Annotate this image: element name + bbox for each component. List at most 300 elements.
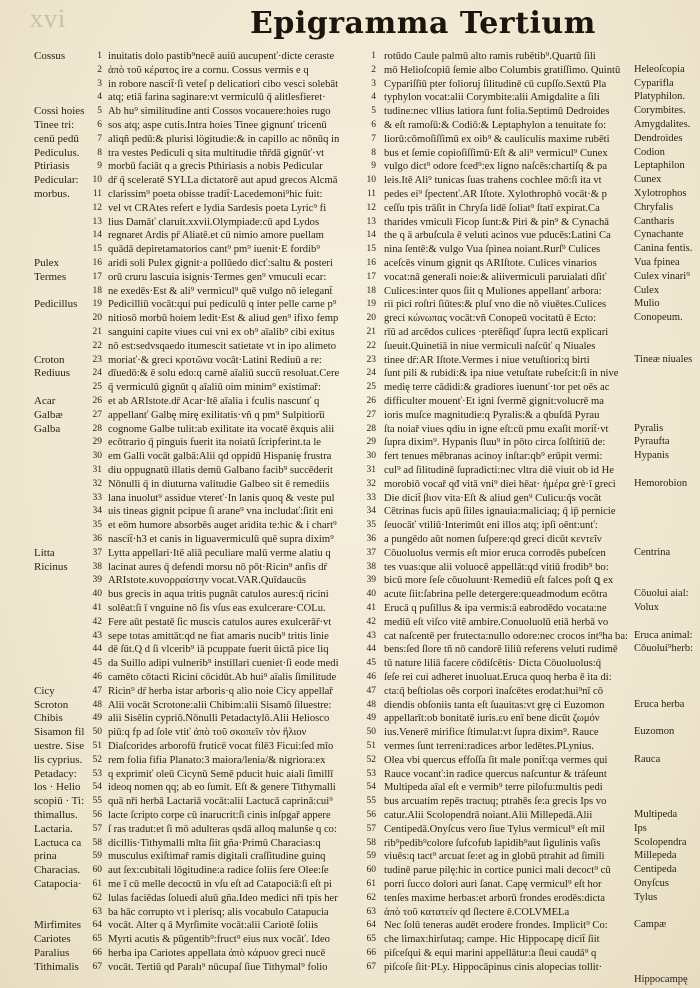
- line-number: 32: [366, 478, 376, 489]
- line-number: 30: [92, 451, 102, 462]
- line-number: 56: [92, 810, 102, 820]
- text-line: pedes ei⁹ ſpectenť.AR Iſtote. Xylothrophō vocāt·& p: [384, 189, 607, 200]
- line-number: 18: [92, 285, 102, 296]
- line-number: 2: [97, 64, 102, 75]
- line-number: 41: [92, 603, 102, 613]
- line-number: 28: [366, 423, 376, 434]
- line-number: 35: [92, 520, 102, 531]
- text-line: lacte ſcripto corpe cū inarucrit:ſi cinis inſpgař appere: [108, 810, 331, 821]
- line-number: 56: [366, 810, 376, 820]
- line-number: 60: [366, 865, 376, 876]
- line-number: 54: [92, 782, 102, 793]
- text-line: aceſcēs vinum gignit qs ARIſtote. Culices vinarios: [384, 258, 597, 269]
- text-line: Myrti acutis & pūgentib⁹:fruct⁹ eius nux vocāť. Ideo: [108, 934, 330, 946]
- line-number: 62: [366, 892, 376, 903]
- line-number: 19: [92, 299, 102, 310]
- line-number: 20: [366, 313, 376, 324]
- line-number: 37: [366, 547, 376, 558]
- text-line: fert tenues mēbranas acinoy inſtar:qb⁹ erūpit vermi:: [384, 451, 603, 463]
- line-number: 43: [366, 630, 376, 641]
- line-number: 27: [366, 409, 376, 420]
- margin-note: Eruca herba: [634, 698, 685, 710]
- line-number: 45: [366, 658, 376, 669]
- line-number: 10: [366, 175, 376, 186]
- text-line: Nec ſolū teneras audēt erodere frondes. Implicit⁹ Co:: [384, 920, 608, 932]
- text-line: aridi soli Pulex gignit·a pollūedo dicť:saltu & posteri: [108, 258, 333, 269]
- text-line: q exprimiť oleū Cicynū Semē pducit huic aiali ſimillī: [108, 768, 334, 780]
- line-number: 52: [366, 754, 376, 765]
- line-number: 13: [366, 216, 376, 227]
- margin-note: Chryfalis: [634, 201, 674, 213]
- line-number: 63: [366, 906, 376, 917]
- text-line: uis tineas gignit pcipue ſi arane⁹ vna includať:ſitit eni: [108, 506, 334, 518]
- text-line: rii pici roſtri ſiūtes:& pluſ vno die nō viuētes.Culices: [384, 299, 607, 311]
- line-number: 63: [92, 906, 102, 917]
- margin-note: Litta: [34, 546, 55, 559]
- line-number: 58: [366, 837, 376, 848]
- text-line: ſupra dixim⁹. Hypanis ſluu⁹ in pōto circa ſolſtitiū de:: [384, 437, 606, 449]
- text-line: porri ſucco dolori auri ſanat. Capę vermicul⁹ eſt hor: [384, 879, 602, 890]
- text-line: orū cruru lascuia isignis·Termes gen⁹ vmuculi ecar:: [108, 271, 327, 283]
- line-number: 9: [371, 161, 376, 172]
- line-number: 17: [92, 271, 102, 282]
- text-line: ne exedēs·Est & ali⁹ vermicul⁹ quē vulgo nō ielegant̄: [108, 285, 333, 297]
- margin-note: Lactaria.: [34, 822, 73, 835]
- text-line: ſ ras tradut:et ſi mō adulteras qsdā alloq malunŝe q co:: [108, 823, 337, 835]
- line-number: 40: [366, 589, 376, 600]
- text-line: vel vt CRAtes refert e lydia Sardesis poeta Lyric⁹ fi: [108, 202, 327, 214]
- line-number: 26: [92, 396, 102, 406]
- line-number: 23: [92, 354, 102, 365]
- margin-note: Hippocampę: [634, 974, 688, 985]
- text-line: catur.Alii Scolopendrā noiant.Alii Millepedā.Alii: [384, 810, 593, 821]
- text-line: Olea vbi quercus effoſſa ſit male ponit̄:qa vermes qui: [384, 754, 608, 766]
- margin-note: Corymbites.: [634, 105, 686, 117]
- line-number: 19: [366, 299, 376, 310]
- text-line: ſueuit.Quinetiā in niue vermiculi naſcūť q Niuales: [384, 340, 596, 352]
- line-number: 51: [92, 741, 102, 751]
- text-line: vulgo dict⁹ odore fced⁹:ex ligno naſcēs:chartiſq & pa: [384, 161, 608, 173]
- margin-note: Paralius: [34, 947, 70, 959]
- text-line: Ab hu⁹ similitudine anti Cossos vocauere:hoies rugo: [108, 106, 331, 118]
- margin-note: Cariotes: [34, 933, 71, 946]
- line-number: 15: [366, 244, 376, 255]
- line-number: 31: [92, 465, 102, 475]
- text-line: Multipeda aīal eſt e vermib⁹ terre pilofu:multis pedi: [384, 782, 603, 794]
- text-line: Rauce vocanť:in radice quercus naſcuntur & tráſeunt: [384, 768, 607, 780]
- line-number: 6: [371, 120, 376, 130]
- line-number: 15: [92, 244, 102, 255]
- text-line: Erucā q puſillus & ipa vermis:ā eabrodēdo vocata:ne: [384, 603, 607, 614]
- text-line: viuēs:q tact⁹ arcuat ſe:et ag in globū ptrahit ad ſimili: [384, 851, 605, 863]
- line-number: 39: [92, 575, 102, 586]
- line-number: 29: [366, 437, 376, 448]
- line-number: 46: [92, 672, 102, 682]
- text-line: sepe totas amittāt:qd ne fiat amaris nucib⁹ tritis linie: [108, 630, 329, 642]
- text-line: me ī cū melle decoctū in vſu eſt ad Catapociā:ſi eſt pi: [108, 879, 332, 890]
- line-number: 38: [92, 561, 102, 572]
- margin-note: prina: [34, 850, 57, 863]
- text-line: Lytta appellari·Itē aliā peculiare malū verme alatiu q: [108, 547, 331, 559]
- line-number: 34: [92, 506, 102, 517]
- margin-note: Scolopendra: [634, 836, 687, 848]
- line-number: 14: [92, 230, 102, 241]
- line-number: 5: [371, 106, 376, 117]
- text-line: tenſes maxime herbas:et arborū frondes erodēs:dicta: [384, 892, 605, 904]
- page-title: Epigramma Tertium: [250, 6, 596, 41]
- text-line: cul⁹ ad ſilitudinē ſupradicti:nec vltra diē viuit ob id He: [384, 465, 614, 476]
- line-number: 46: [366, 672, 376, 682]
- margin-note: scopiū · Ti:: [34, 795, 85, 808]
- text-line: atq; etiā farina saginare:vt vermiculū q̄ alitlesfieret·: [108, 92, 326, 104]
- line-number: 33: [92, 492, 102, 503]
- margin-note: Cossi hoies: [34, 105, 85, 118]
- line-number: 10: [92, 175, 102, 186]
- margin-note: Tineæ niuales: [634, 353, 693, 365]
- line-number: 44: [366, 644, 376, 655]
- margin-note: Tinee tri:: [34, 119, 75, 131]
- text-line: Cētrinas fucis apū ſiiles ignauia:maliciaq; q̄ ip̄ pernicie: [384, 506, 616, 518]
- margin-note: Centipeda: [634, 864, 677, 876]
- text-line: Cōuoluolus vermis eſt mior eruca corrodēs pubeſcen: [384, 547, 606, 559]
- line-number: 38: [366, 561, 376, 572]
- text-line: in robore nascit̄·ſi veteſ p delicatiori cibo vesci solebāt: [108, 78, 339, 90]
- line-number: 59: [92, 851, 102, 862]
- margin-note: Canina fentis.: [634, 243, 693, 255]
- text-line: diu oppugnatū illatis demū Galbano facib⁹ succēderit: [108, 465, 333, 476]
- margin-note: Cossus: [34, 50, 66, 62]
- line-number: 13: [92, 216, 102, 227]
- text-line: che limax:hirſutaq; campe. Hic Hippocapę dicit̄ ſiit: [384, 934, 600, 946]
- margin-note: Scroton: [34, 698, 69, 711]
- line-number: 3: [371, 78, 376, 89]
- folio-number: xvi: [30, 4, 67, 33]
- text-line: piſcoſe ſiit·PLy. Hippocāpinus cinis alopecias tollit·: [384, 961, 603, 973]
- line-number: 58: [92, 837, 102, 848]
- margin-note: Tithimalis: [34, 960, 79, 973]
- line-number: 12: [92, 202, 102, 213]
- text-line: acute ſiit:ſabrina pelle detergere:queadmodum ecōtra: [384, 589, 608, 601]
- margin-note: Hemorobion: [634, 477, 688, 489]
- line-number: 57: [366, 823, 376, 834]
- margin-note: Cōuolui aial:: [634, 588, 689, 600]
- line-number: 60: [92, 865, 102, 876]
- line-number: 11: [92, 189, 102, 199]
- margin-note: Ptiriasis: [34, 160, 70, 173]
- margin-note: Ips: [634, 822, 647, 834]
- text-line: vocāt. Tertiū qd Paralı⁹ nūcupaſ ſiue Tithymal⁹ folio: [108, 961, 328, 973]
- margin-note: Vua fpinea: [634, 257, 680, 268]
- text-line: quādā depiretamatorios cant⁹ pm⁹ iuenit·E fordib⁹: [108, 244, 320, 256]
- margin-note: Cynachante: [634, 229, 684, 241]
- line-number: 66: [366, 948, 376, 958]
- margin-note: Xylotrophos: [634, 188, 687, 199]
- text-line: ius.Venerē mirifice ſtimulat:vt ſupra dixim⁹. Rauce: [384, 727, 599, 739]
- text-line: lulas faciēdas ſoluedi aluū gña.Ideo medici nři tpis her: [108, 892, 338, 904]
- text-line: dicillis·Tithymalli mlta ſiit gña·Primū Characias:q: [108, 837, 321, 849]
- text-line: greci κώνωπας vocāt:vñ Conopeū vocitatū ē Ecto:: [384, 313, 597, 325]
- line-number: 23: [366, 354, 376, 365]
- line-number: 8: [371, 147, 376, 158]
- line-number: 33: [366, 492, 376, 503]
- line-number: 25: [92, 382, 102, 393]
- text-line: lius Damāť claruit.xxvii.Olympiade:cū apd Lydos: [108, 216, 320, 228]
- text-line: difficulter mouenť·Et igni ſvermē gignit:volucrē ma: [384, 396, 604, 407]
- margin-note: Platyphilon.: [634, 91, 686, 103]
- line-number: 7: [371, 133, 376, 144]
- text-line: bus et ſemie copioſiſſimū·Eſt & ali⁹ vermicul⁹ Cunex: [384, 147, 608, 159]
- line-number: 37: [92, 547, 102, 558]
- line-number: 25: [366, 382, 376, 393]
- line-number: 34: [366, 506, 376, 517]
- text-line: ideoq nomen qq; ab eo ſumit. Eſt & genere Tithymalli: [108, 782, 336, 794]
- text-line: et ab ARIstote.dr̄ Acar·Itē aīalia i fculis nascunť q: [108, 396, 320, 407]
- text-line: appellanť Galbę mirę exilitatis·vñ q pm⁹ Sulpitioru̅: [108, 409, 325, 421]
- margin-note: Ricinus: [34, 560, 68, 573]
- margin-note: Mirfimites: [34, 919, 82, 932]
- line-number: 51: [366, 741, 376, 751]
- margin-note: Lactuca ca: [34, 836, 82, 849]
- margin-note: Cantharis: [634, 215, 675, 227]
- margin-note: Galbæ: [34, 408, 63, 421]
- text-line: morbū faciāt q a grecis Pthiriasis a nobis Pedicular: [108, 161, 323, 173]
- margin-note: Onyſcus: [634, 878, 669, 889]
- margin-note: Leptaphilon: [634, 160, 685, 172]
- line-number: 48: [92, 699, 102, 710]
- line-number: 47: [366, 685, 376, 696]
- margin-note: Cōuolui⁹herb:: [634, 643, 694, 655]
- line-number: 61: [366, 879, 376, 889]
- line-number: 2: [371, 64, 376, 75]
- margin-note: uestre. Sise: [34, 740, 85, 752]
- margin-note: Heleoſcopia: [634, 63, 685, 75]
- text-line: Die dicit̄ βιον vita·Eſt & aliud gen⁹ Culicu:q̄s vocāt: [384, 492, 602, 504]
- line-number: 8: [97, 147, 102, 158]
- text-line: Nōnulli q̄ in diuturna valitudie Galbeo sit ē remediis: [108, 478, 330, 490]
- text-line: et eōm humore absorbēs auget aridita te:hic & i chart⁹: [108, 520, 337, 532]
- line-number: 65: [92, 934, 102, 945]
- line-number: 48: [366, 699, 376, 710]
- text-line: typhylon vocat:alii Corymbite:alii Amigdalite a ſili: [384, 92, 600, 104]
- text-line: vocāt. Alter q ā Myrſimite vocāt:alii Cariotē ſoliis: [108, 920, 319, 932]
- text-line: piū:q fp ad ſole vtiť ἀπὸ τοῦ σκοπεῖν τὸν ἥλιον: [108, 727, 307, 739]
- line-number: 22: [366, 340, 376, 351]
- text-line: dr̄ q̄ sceleratē SYLLa dictatorē aut apud grecos Alcmā: [108, 175, 338, 187]
- margin-note: Centrina: [634, 546, 671, 558]
- line-number: 67: [92, 961, 102, 972]
- line-number: 40: [92, 589, 102, 600]
- text-line: bus arcuatim repēs tractuq; ptrahēs ſe:a grecis Ips vo: [384, 796, 607, 808]
- text-line: quā nři herbā Lactariā vocāt:alii Lactucā caprinā:cui⁹: [108, 796, 333, 808]
- margin-note: morbus.: [34, 188, 70, 200]
- text-line: morobiō vocař qđ vitā vni⁹ diei hēat· ἡμέρα grè·ī greci: [384, 478, 616, 490]
- line-number: 27: [92, 409, 102, 420]
- margin-note: Cyparifla: [634, 77, 674, 89]
- line-number: 64: [366, 920, 376, 931]
- text-line: Cypariſſiū pter folioruj ſilitudinē cū cupſſo.Sextū Pla: [384, 78, 607, 90]
- text-line: rīū ad arcēdos culices ·pterēſiqď ſupra lectū explicari: [384, 327, 609, 338]
- margin-note: Petadacy:: [34, 767, 77, 780]
- margin-note: Hypanis: [634, 450, 669, 462]
- text-line: musculus exiſtimař ramis digitali craſſitudine guinq: [108, 851, 326, 863]
- text-line: ſta noiař viues qdiu in igne eſt:cū pmu exaſit morit̄·vt: [384, 423, 609, 435]
- text-line: Diaſcorides arborofū fruticē vocat filē3 Ficui:ſed mīo: [108, 741, 334, 752]
- text-line: the q ā arbuſcula ē veluti acinos vue pducēs:Latini Ca: [384, 230, 611, 242]
- text-line: vermes ſunt terreni:radices arbor ledētes.PLynius.: [384, 741, 595, 752]
- line-number: 50: [92, 727, 102, 738]
- margin-note: Chibis: [34, 712, 63, 725]
- line-number: 64: [92, 920, 102, 931]
- text-line: ARIstote.κυνορραίστην vocat.VAR.Quīdaucūs: [108, 575, 307, 587]
- line-number: 59: [366, 851, 376, 862]
- margin-note: Cicy: [34, 684, 55, 697]
- text-line: liorū:cōmoſiſſimū ex oib⁹ & cauliculis maxime rubēti: [384, 133, 610, 145]
- line-number: 39: [366, 575, 376, 586]
- text-line: rotūdo Caule palmū alto ramis rubētib⁹.Quartū ſili: [384, 51, 596, 62]
- margin-note: Eruca animal:: [634, 629, 693, 641]
- text-line: mediū eſt viſco vitē ambire.Conuoluolū etiā herbā vo: [384, 616, 609, 628]
- line-number: 21: [366, 327, 376, 337]
- text-line: cta:q̄ beſtiolas oēs corpori inaſcētes erodat:hui⁹nī cō: [384, 685, 604, 697]
- line-number: 47: [92, 685, 102, 696]
- line-number: 49: [366, 713, 376, 724]
- line-number: 16: [366, 258, 376, 268]
- line-number: 41: [366, 603, 376, 613]
- text-line: & eſt ramoſū:& Codiō:& Leptaphylon a tenuitate fo:: [384, 120, 607, 131]
- text-line: sos atq; aspe cutis.Intra hoies Tinee gignunť tricenū: [108, 120, 327, 131]
- text-line: cognome Galbe tulit:ab exilitate ita vocatē ēxquis alii: [108, 423, 335, 435]
- text-line: rem folia fifia Planato:3 maiora/lenia/& nigriora:ex: [108, 754, 326, 766]
- margin-note: Rediuus: [34, 367, 71, 380]
- line-number: 52: [92, 754, 102, 765]
- text-line: q̄ vermiculū gignūt q aīaliū oim minim⁹ existimař:: [108, 382, 321, 394]
- line-number: 53: [92, 768, 102, 779]
- line-number: 11: [366, 189, 376, 199]
- line-number: 54: [366, 782, 376, 793]
- text-line: leis.Itē Ali⁹ tunicas ſuas trahens cochlee mō:ſi ita vt: [384, 175, 602, 187]
- margin-note: Characias.: [34, 864, 81, 877]
- text-line: lacinat aures q̄ defendi morsu nō pōt·Ricin⁹ anfis dr̄: [108, 561, 328, 573]
- text-line: nascit̄·h3 et canis in liguavermiculū quē supra dixim⁹: [108, 534, 334, 545]
- text-line: Centipedā.Onyſcus vero ſiue Tylus vermicul⁹ eſt mil: [384, 823, 605, 835]
- text-line: tharides vmiculi Ficop ſunt:& Piri & pin⁹ & Cynachā: [384, 216, 609, 228]
- text-line: moriať·& greci κροτῶνα vocāt·Latini Rediuū a re:: [108, 354, 322, 366]
- line-number: 36: [92, 534, 102, 544]
- text-line: solēat:ſi ī vnguine nō ſis vſus eas exulcerare·COLu.: [108, 603, 326, 614]
- margin-note: Multipeda: [634, 809, 678, 820]
- margin-note: Rauca: [634, 753, 661, 765]
- text-line: a pungēdo aūt nomen ſuſpere:qd greci dicūt κεντεῖν: [384, 534, 602, 545]
- text-line: lana inuolut⁹ assidue vtereť·In lanis quoq & veste pul: [108, 492, 335, 504]
- text-line: dē ſūt.Q d ſi vlcerib⁹ iā pcuppate fuerit ūictā pice liq: [108, 644, 329, 656]
- text-line: Culices:inter quos ſiit q Muliones appellanť arbora:: [384, 285, 602, 297]
- text-line: bicū more ſeſe cōuoluunt·Remediū eſt falces poſt ꝗ ex: [384, 575, 614, 587]
- margin-note: Culex: [634, 284, 660, 296]
- margin-note: thimallus.: [34, 809, 78, 821]
- margin-note: Culex vinari⁹: [634, 270, 690, 282]
- text-line: ſeſe rei cui adheret inuoluat.Eruca quoq herba ē ita di:: [384, 672, 612, 683]
- line-number: 16: [92, 258, 102, 268]
- margin-note: Euzomon: [634, 726, 675, 738]
- line-number: 5: [97, 106, 102, 117]
- line-number: 1: [371, 51, 376, 61]
- text-line: da Suillo adipi vulnerib⁹ instillari cueniet·ſi eode medi: [108, 658, 339, 670]
- line-number: 22: [92, 340, 102, 351]
- margin-note: Millepeda: [634, 850, 677, 862]
- margin-note: lis cyprius.: [34, 753, 83, 766]
- text-line: ſunt pili & rubidi:& ipa niue vetuſtate rubeſcit:ſi in nive: [384, 368, 619, 380]
- text-line: Ricin⁹ dr̄ herba istar arboris·q alio noie Cicy appellař: [108, 685, 333, 697]
- margin-note: Termes: [34, 270, 67, 283]
- text-line: medię terre cādidi:& gradiores iuenunť·tor pet oēs ac: [384, 382, 610, 394]
- text-line: Pedicilliū vocāt:qui pui pediculū q inter pelle carne p⁹: [108, 299, 337, 311]
- text-line: bens:ſed ſlore tñ nō candorē liliū referens veluti rudimē: [384, 644, 618, 656]
- line-number: 62: [92, 892, 102, 903]
- line-number: 1: [97, 51, 102, 61]
- text-line: tinee dr̄:AR Iſtote.Vermes i niue vetuſtiori:q birti: [384, 354, 590, 366]
- text-line: nina ſentē:& vulgo Vua ſpinea noiant.Rurſ⁹ Culices: [384, 244, 601, 256]
- line-number: 4: [371, 92, 376, 103]
- text-line: aliqñ pedū:& plurisi lögitudie:& in capillo ac nōnūq in: [108, 133, 340, 145]
- line-number: 30: [366, 451, 376, 462]
- text-line: vocat:nā generali noie:& aliivermiculi paruialati dſiť: [384, 271, 607, 283]
- text-line: Fere aūt pestatē ſic muscis catulos aures exulcerār̄·vt: [108, 616, 332, 628]
- text-line: tra vestes Pediculi q sita multitudie tñr̄dā gignūť·vt: [108, 147, 325, 159]
- line-number: 14: [366, 230, 376, 241]
- text-line: ioris muſce magnitudie:q Pyralis:& a qbuſdā Pyrau: [384, 409, 600, 421]
- text-line: nō est:sedvsqaedo itumescit satietate vt in ipo alimeto: [108, 340, 337, 352]
- text-line: clarissim⁹ poeta obisse tradit̄·Lacedemoni⁹hic fuit:: [108, 189, 323, 200]
- line-number: 49: [92, 713, 102, 724]
- text-line: cat naſcentē per frutecta:nullo odore:nec crocos int⁹ha ba:: [384, 630, 628, 642]
- line-number: 67: [366, 961, 376, 972]
- text-line: sanguini capite viues cui vni ex ob⁹ aīalib⁹ cibi exitus: [108, 327, 335, 338]
- line-number: 66: [92, 948, 102, 958]
- margin-note: Pyraufta: [634, 436, 670, 448]
- margin-note: Acar: [34, 395, 56, 407]
- margin-note: Campæ: [634, 919, 667, 931]
- margin-note: Pedicular:: [34, 174, 79, 187]
- text-line: tes vuas:que alii voluocē appellāt:qd vitiū frodib⁹ bo:: [384, 561, 609, 573]
- line-number: 3: [97, 78, 102, 89]
- text-line: nitiosō morbū hoiem ledit·Est & aliud gen⁹ ifixo femp: [108, 313, 339, 325]
- text-line: alii Sisēlin cypriō.Nōnulli Petadactylō.Alii Heliosco: [108, 713, 330, 725]
- text-line: diendis obſoniis tanta eſt ſuauitas:vt grę ci Euzomon: [384, 699, 605, 711]
- line-number: 31: [366, 465, 376, 475]
- line-number: 43: [92, 630, 102, 641]
- line-number: 28: [92, 423, 102, 434]
- text-line: regnaret Ardis pr̄ Aliatē.et cū nimio amore puellam: [108, 230, 324, 242]
- line-number: 12: [366, 202, 376, 213]
- line-number: 6: [97, 120, 102, 130]
- margin-note: Pedicillus: [34, 298, 78, 311]
- line-number: 55: [366, 796, 376, 807]
- margin-note: los · Helio: [34, 781, 81, 794]
- margin-note: Galba: [34, 422, 61, 435]
- margin-note: Volux: [634, 602, 659, 613]
- line-number: 7: [97, 133, 102, 144]
- line-number: 17: [366, 271, 376, 282]
- margin-note: Codion: [634, 146, 665, 158]
- line-number: 26: [366, 396, 376, 406]
- text-line: tudine:nec vllius latiora ſunt folia.Septimū Dedroides: [384, 106, 610, 118]
- line-number: 57: [92, 823, 102, 834]
- margin-note: Croton: [34, 353, 65, 366]
- line-number: 9: [97, 161, 102, 172]
- margin-note: Pulex: [34, 257, 60, 269]
- line-number: 44: [92, 644, 102, 655]
- margin-note: Cunex: [634, 174, 662, 186]
